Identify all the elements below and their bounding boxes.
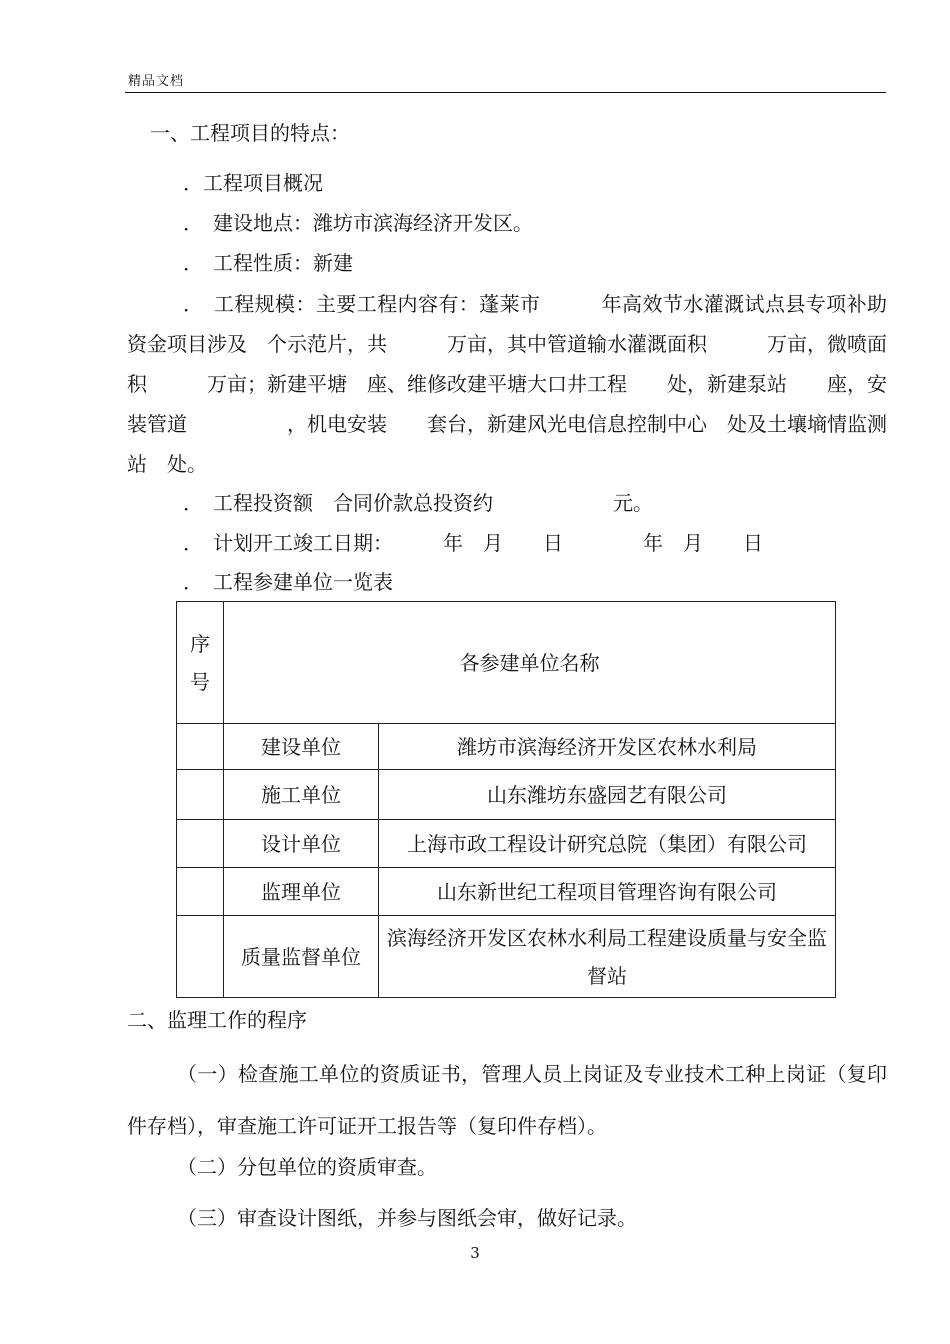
table-row	[177, 868, 836, 916]
construction-location: ． 建设地点：潍坊市滨海经济开发区。	[183, 211, 533, 235]
header-serial-text: 序号	[190, 631, 210, 694]
row-unit-name: 滨海经济开发区农林水利局工程建设质量与安全监督站	[379, 916, 836, 998]
row-unit-name: 上海市政工程设计研究总院（集团）有限公司	[379, 820, 836, 868]
row-serial	[177, 916, 224, 998]
row-unit-name: 潍坊市滨海经济开发区农林水利局	[379, 724, 836, 770]
row-role: 质量监督单位	[224, 916, 379, 998]
section2-item3: （三）审查设计图纸，并参与图纸会审，做好记录。	[177, 1206, 637, 1230]
row-serial	[177, 820, 224, 868]
section2-item1: （一）检查施工单位的资质证书，管理人员上岗证及专业技术工种上岗证（复印件存档），审查施工许可证开工报告等（复印件存档）。	[127, 1062, 887, 1138]
participating-units-table	[176, 601, 836, 998]
section2-item2: （二）分包单位的资质审查。	[177, 1155, 437, 1179]
row-unit-name: 山东新世纪工程项目管理咨询有限公司	[379, 868, 836, 916]
row-role: 建设单位	[224, 724, 379, 770]
table-row	[177, 916, 836, 998]
section1-title: 一、工程项目的特点：	[150, 121, 350, 145]
investment-amount: ． 工程投资额 合同价款总投资约 元。	[183, 491, 653, 515]
row-unit-name: 山东潍坊东盛园艺有限公司	[379, 770, 836, 820]
row-serial	[177, 868, 224, 916]
table-row	[177, 820, 836, 868]
table-row	[177, 770, 836, 820]
table-header-row	[177, 602, 836, 724]
project-nature: ． 工程性质：新建	[183, 251, 353, 275]
page-header	[125, 68, 886, 93]
schedule-dates: ． 计划开工竣工日期： 年 月 日 年 月 日	[183, 531, 763, 555]
row-serial	[177, 724, 224, 770]
row-serial	[177, 770, 224, 820]
project-overview-heading: ．工程项目概况	[183, 171, 323, 195]
header-serial-number	[177, 602, 224, 724]
page-number: 3	[470, 1244, 480, 1262]
project-scale-paragraph: ． 工程规模：主要工程内容有：蓬莱市 年高效节水灌溉试点县专项补助资金项目涉及 个示范片，共 万亩，其中管道输水灌溉面积 万亩，微喷面积 万亩；新建平塘 座、维修改建平塘大口井工程 处，新建泵站 座，安装管道 ，机电安装 套台，新建风光电信息控制中心 处及土壤墒情监测站 处。	[127, 292, 887, 476]
section2-title: 二、监理工作的程序	[127, 1008, 307, 1032]
header-unit-name: 各参建单位名称	[224, 602, 836, 724]
row-role: 监理单位	[224, 868, 379, 916]
units-table-title: ． 工程参建单位一览表	[183, 570, 393, 594]
row-role: 设计单位	[224, 820, 379, 868]
table-row	[177, 724, 836, 770]
row-role: 施工单位	[224, 770, 379, 820]
header-text: 精品文档	[128, 74, 185, 89]
